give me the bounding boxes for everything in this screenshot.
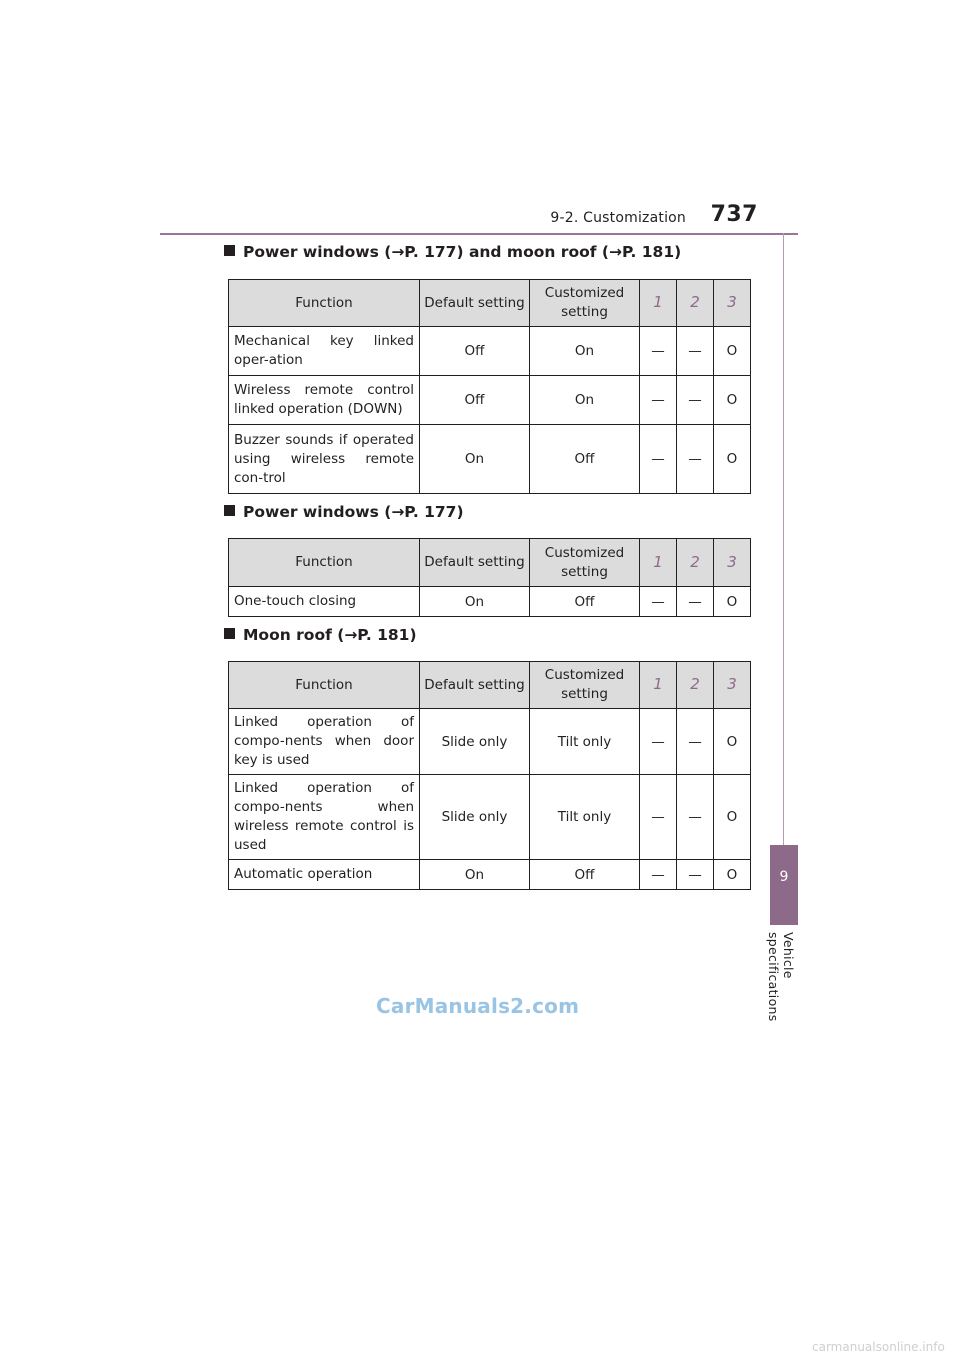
square-bullet-icon <box>224 628 235 639</box>
function-cell: Linked operation of compo-nents when door key is used <box>229 709 420 775</box>
mark-cell-2: — <box>677 327 714 376</box>
customized-cell: On <box>530 376 640 425</box>
table-row <box>229 425 751 494</box>
footer-watermark: carmanualsonline.info <box>812 1340 945 1354</box>
header-function: Function <box>229 662 420 709</box>
mark-cell-1: — <box>640 376 677 425</box>
function-cell: One-touch closing <box>229 587 420 617</box>
header-function: Function <box>229 539 420 587</box>
header-customized: Customized setting <box>530 539 640 587</box>
default-cell: On <box>420 425 530 494</box>
function-cell: Automatic operation <box>229 860 420 890</box>
header-default: Default setting <box>420 662 530 709</box>
mark-cell-3: O <box>714 709 751 775</box>
header-col-1 <box>640 662 677 709</box>
side-divider <box>783 233 784 845</box>
settings-table <box>228 661 751 890</box>
default-cell: On <box>420 860 530 890</box>
site-watermark: CarManuals2.com <box>376 994 580 1018</box>
header-col-2 <box>677 280 714 327</box>
table-row <box>229 587 751 617</box>
circled-3-icon: 3 <box>727 552 737 571</box>
header-col-2 <box>677 662 714 709</box>
header-col-3 <box>714 662 751 709</box>
header-function: Function <box>229 280 420 327</box>
section-heading-text: Moon roof (→P. 181) <box>243 626 417 644</box>
header-col-3 <box>714 280 751 327</box>
chapter-label: Vehicle specifications <box>766 932 796 1022</box>
mark-cell-3: O <box>714 327 751 376</box>
mark-cell-2: — <box>677 425 714 494</box>
mark-cell-1: — <box>640 860 677 890</box>
function-cell: Wireless remote control linked operation (DOWN) <box>229 376 420 425</box>
header-default: Default setting <box>420 539 530 587</box>
section-title: 9-2. Customization <box>550 210 686 226</box>
mark-cell-2: — <box>677 587 714 617</box>
table-header-row <box>229 280 751 327</box>
mark-cell-2: — <box>677 376 714 425</box>
header-default: Default setting <box>420 280 530 327</box>
square-bullet-icon <box>224 505 235 516</box>
mark-cell-1: — <box>640 709 677 775</box>
default-cell: Off <box>420 327 530 376</box>
mark-cell-2: — <box>677 860 714 890</box>
customized-cell: Off <box>530 860 640 890</box>
function-cell: Mechanical key linked oper-ation <box>229 327 420 376</box>
mark-cell-1: — <box>640 425 677 494</box>
settings-table <box>228 538 751 617</box>
header-col-3 <box>714 539 751 587</box>
page-header <box>160 204 798 234</box>
customized-cell: Off <box>530 425 640 494</box>
chapter-tab <box>770 845 798 925</box>
header-customized: Customized setting <box>530 662 640 709</box>
section-heading-text: Power windows (→P. 177) and moon roof (→P. 181) <box>243 243 682 261</box>
header-col-2 <box>677 539 714 587</box>
default-cell: Slide only <box>420 775 530 860</box>
customized-cell: On <box>530 327 640 376</box>
mark-cell-3: O <box>714 587 751 617</box>
table-header-row <box>229 662 751 709</box>
table-row <box>229 775 751 860</box>
table-row <box>229 327 751 376</box>
mark-cell-2: — <box>677 775 714 860</box>
section-heading <box>224 503 464 521</box>
circled-2-icon: 2 <box>690 552 700 571</box>
header-divider <box>160 233 798 235</box>
square-bullet-icon <box>224 245 235 256</box>
customized-cell: Tilt only <box>530 775 640 860</box>
header-customized: Customized setting <box>530 280 640 327</box>
page-number: 737 <box>710 202 758 227</box>
function-cell: Buzzer sounds if operated using wireless remote con-trol <box>229 425 420 494</box>
table-header-row <box>229 539 751 587</box>
mark-cell-2: — <box>677 709 714 775</box>
mark-cell-3: O <box>714 775 751 860</box>
customized-cell: Off <box>530 587 640 617</box>
circled-3-icon: 3 <box>727 675 737 693</box>
section-heading <box>224 626 417 644</box>
mark-cell-3: O <box>714 376 751 425</box>
default-cell: On <box>420 587 530 617</box>
customized-cell: Tilt only <box>530 709 640 775</box>
table-row <box>229 860 751 890</box>
table-row <box>229 709 751 775</box>
circled-1-icon: 1 <box>653 675 663 693</box>
function-cell: Linked operation of compo-nents when wireless remote control is used <box>229 775 420 860</box>
settings-table <box>228 279 751 494</box>
circled-2-icon: 2 <box>690 675 700 693</box>
circled-2-icon: 2 <box>690 293 700 311</box>
mark-cell-3: O <box>714 860 751 890</box>
circled-1-icon: 1 <box>653 293 663 311</box>
mark-cell-1: — <box>640 775 677 860</box>
mark-cell-1: — <box>640 327 677 376</box>
mark-cell-1: — <box>640 587 677 617</box>
default-cell: Slide only <box>420 709 530 775</box>
header-col-1 <box>640 539 677 587</box>
header-col-1 <box>640 280 677 327</box>
default-cell: Off <box>420 376 530 425</box>
chapter-number: 9 <box>779 869 789 885</box>
circled-1-icon: 1 <box>653 552 663 571</box>
section-heading <box>224 243 681 261</box>
section-heading-text: Power windows (→P. 177) <box>243 503 464 521</box>
circled-3-icon: 3 <box>727 293 737 311</box>
mark-cell-3: O <box>714 425 751 494</box>
table-row <box>229 376 751 425</box>
